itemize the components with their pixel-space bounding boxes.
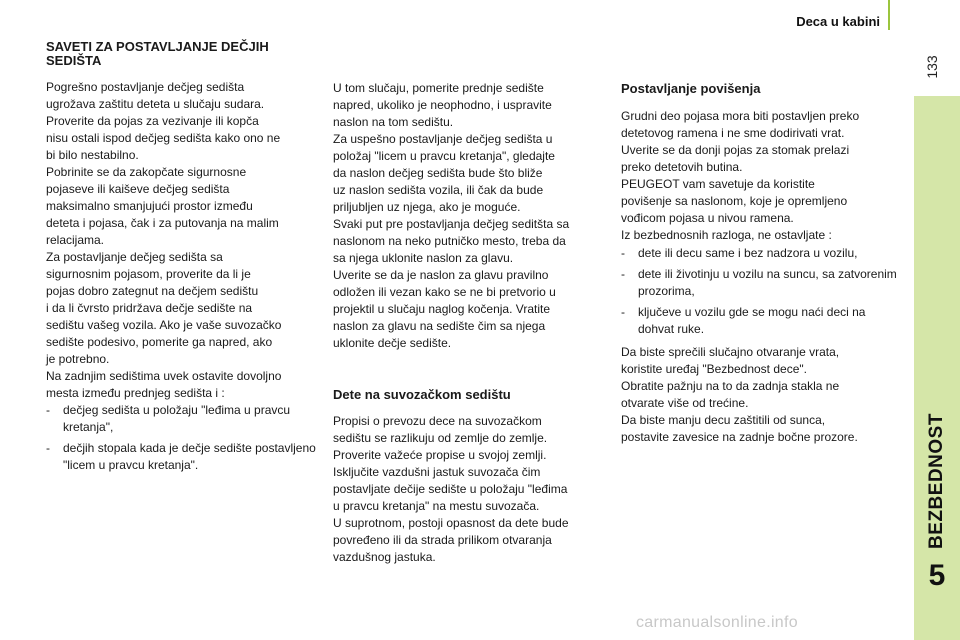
child-safety-closing-text: Da biste sprečili slučajno otvaranje vrata, koristite uređaj "Bezbednost dece". Obratite pažnju na to da zadnja stakla ne otvarate više od trećine. Da biste manju decu zaštitili od sunca, postavite zavesice na zadnje bočne prozore. xyxy=(621,345,858,444)
chapter-side-tab xyxy=(914,96,960,640)
subheading-booster-seat: Postavljanje povišenja xyxy=(621,81,761,96)
list-item: - ključeve u vozilu gde se mogu naći deci na dohvat ruke. xyxy=(621,304,901,338)
section-title: SAVETI ZA POSTAVLJANJE DEČJIH SEDIŠTA xyxy=(46,39,269,68)
list-item: - dečjih stopala kada je dečje sedište postavljeno "licem u pravcu kretanja". xyxy=(46,440,324,474)
chapter-header-title: Deca u kabini xyxy=(796,14,880,29)
chapter-tab-label: BEZBEDNOST xyxy=(926,413,947,549)
column-right xyxy=(621,80,901,446)
column-middle xyxy=(333,80,608,566)
watermark: carmanualsonline.info xyxy=(636,614,798,631)
page-number-text: 133 xyxy=(924,55,940,79)
legroom-bullet-list xyxy=(46,402,324,474)
section-body-text: Pogrešno postavljanje dečjeg sedišta ugrožava zaštitu deteta u slučaju sudara. Proverite da pojas za vezivanje ili kopča nisu ostali ispod dečjeg sedišta kako ono ne bi bilo nestabilno. Pobrinite se da zakopčate sigurnosne pojaseve ili kaiševe dečjeg sedišta maksimalno smanjujući prostor između deteta i pojasa, čak i za putovanja na malim relacijama. Za postavljanje dečjeg sedišta sa sigurnosnim pojasom, proverite da li je pojas dobro zategnut na dečjem sedištu i da li čvrsto pridržava dečje sedište na sedištu vašeg vozila. Ako je vaše suvozačko sedište podesivo, pomerite ga napred, ako je potrebno. Na zadnjim sedištima uvek ostavite dovoljno mesta između prednjeg sedišta i : xyxy=(46,80,282,400)
safety-bullet-list xyxy=(621,245,901,338)
header-divider xyxy=(888,0,890,30)
list-item: - dečjeg sedišta u položaju "leđima u pravcu kretanja", xyxy=(46,402,324,436)
passenger-seat-text: Propisi o prevozu dece na suvozačkom sedištu se razlikuju od zemlje do zemlje. Proverite važeće propise u svojoj zemlji. Isključite vazdušni jastuk suvozača čim postavljate dečije sedište u položaju "leđima u pravcu kretanja" na mestu suvozača. U suprotnom, postoji opasnost da dete bude povređeno ili da strada prilikom otvaranja vazdušnog jastuka. xyxy=(333,414,569,564)
column-left xyxy=(46,40,324,478)
headrest-instructions-text: U tom slučaju, pomerite prednje sedište napred, ukoliko je neophodno, i uspravite naslon na tom sedištu. Za uspešno postavljanje dečjeg sedišta u položaj "licem u pravcu kretanja", gledajte da naslon dečjeg sedišta bude što bliže uz naslon sedišta vozila, ili čak da bude priljubljen uz njega, ako je moguće. Svaki put pre postavljanja dečjeg seditšta sa naslonom na neko putničko mesto, treba da sa njega uklonite naslon za glavu. Uverite se da je naslon za glavu pravilno odložen ili vezan kako se ne bi pretvorio u projektil u slučaju naglog kočenja. Vratite naslon za glavu na sedište čim sa njega uklonite dečje sedište. xyxy=(333,81,570,350)
list-item: - dete ili životinju u vozilu na suncu, sa zatvorenim prozorima, xyxy=(621,266,901,300)
subheading-passenger-seat: Dete na suvozačkom sedištu xyxy=(333,387,511,402)
page-number xyxy=(922,52,942,82)
booster-seat-text: Grudni deo pojasa mora biti postavljen preko detetovog ramena i ne sme dodirivati vrat. Uverite se da donji pojas za stomak prelazi preko detetovih butina. PEUGEOT vam savetuje da koristite povišenje sa naslonom, koje je opremljeno vođicom pojasa u nivou ramena. Iz bezbednosnih razloga, ne ostavljate : xyxy=(621,109,860,242)
chapter-tab-number: 5 xyxy=(928,559,946,592)
list-item: - dete ili decu same i bez nadzora u vozilu, xyxy=(621,245,901,262)
